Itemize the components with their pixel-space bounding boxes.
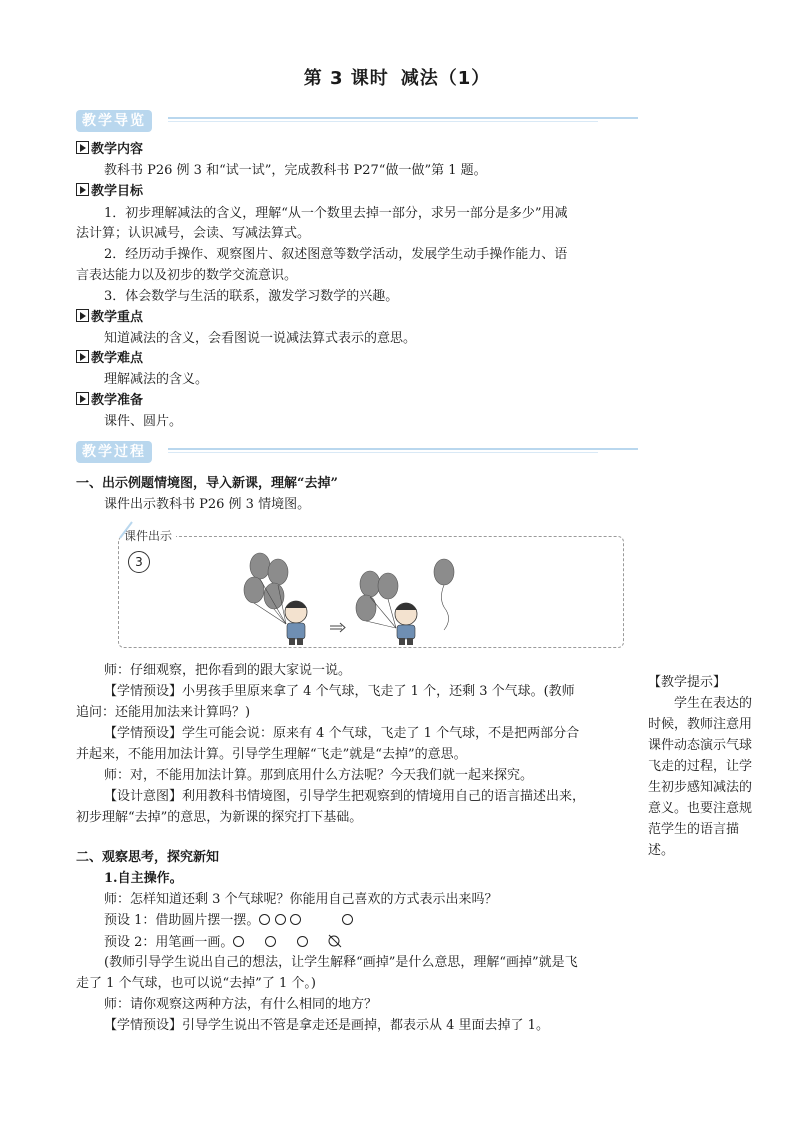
circle-icon	[233, 936, 244, 947]
circle-icon	[265, 936, 276, 947]
part1-heading: 一、出示例题情境图，导入新课，理解“去掉”	[76, 476, 338, 491]
goal-line: 2．经历动手操作、观察图片、叙述图意等数学活动，发展学生动手操作能力、语	[104, 247, 568, 262]
preset-line: 追问：还能用加法来计算吗？)	[76, 705, 251, 720]
heading-content: 教学内容	[76, 140, 143, 160]
teacher-line: 师：仔细观察，把你看到的跟大家说一说。	[104, 663, 352, 678]
banner-label: 教学过程	[76, 441, 152, 463]
difficulty-text: 理解减法的含义。	[104, 372, 209, 387]
goal-line: 1．初步理解减法的含义，理解“从一个数里去掉一部分，求另一部分是多少”用减	[104, 206, 568, 221]
play-box-icon	[76, 183, 89, 196]
part2-subheading: 1.自主操作。	[104, 871, 183, 886]
play-box-icon	[76, 141, 89, 154]
preset-line: 【学情预设】学生可能会说：原来有 4 个气球，飞走了 1 个气球，不是把两部分合	[104, 726, 580, 741]
circle-icon	[342, 914, 353, 925]
lesson-topic: 减法（1）	[400, 68, 491, 89]
page-title	[0, 64, 794, 90]
heading-prep: 教学准备	[76, 391, 143, 411]
key-point-text: 知道减法的含义，会看图说一说减法算式表示的意思。	[104, 331, 417, 346]
part2-heading: 二、观察思考，探究新知	[76, 850, 220, 865]
figure-tab-slash	[118, 520, 142, 540]
heading-key-point: 教学重点	[76, 308, 143, 328]
teacher-line: 师：对，不能用加法计算。那到底用什么方法呢？今天我们就一起来探究。	[104, 768, 534, 783]
banner-line	[168, 121, 598, 122]
design-intent-line: 初步理解“去掉”的意思，为新课的探究打下基础。	[76, 810, 363, 825]
preset-line: 【学情预设】引导学生说出不管是拿走还是画掉，都表示从 4 里面去掉了 1。	[104, 1018, 549, 1033]
teacher-note-line: 走了 1 个气球，也可以说“去掉”了 1 个。)	[76, 976, 316, 991]
teacher-line: 师：请你观察这两种方法，有什么相同的地方？	[104, 997, 378, 1012]
balloon-boy-illustration	[230, 550, 470, 646]
circle-icon	[275, 914, 286, 925]
banner-label: 教学导览	[76, 110, 152, 132]
preset-1-line: 预设 1：借助圆片摆一摆。	[104, 911, 353, 931]
section-banner-guide	[76, 110, 638, 136]
goal-line: 法计算；认识减号，会读、写减法算式。	[76, 226, 311, 241]
preset-line: 【学情预设】小男孩手里原来拿了 4 个气球，飞走了 1 个，还剩 3 个气球。(教师	[104, 684, 575, 699]
content-text: 教科书 P26 例 3 和“试一试”，完成教科书 P27“做一做”第 1 题。	[104, 163, 487, 178]
goal-line: 3．体会数学与生活的联系，激发学习数学的兴趣。	[104, 289, 399, 304]
preset-2-line: 预设 2：用笔画一画。	[104, 932, 342, 953]
part1-intro: 课件出示教科书 P26 例 3 情境图。	[104, 497, 311, 512]
example-number: 3	[128, 551, 150, 573]
circle-icon	[259, 914, 270, 925]
crossed-circle-icon	[328, 934, 342, 948]
play-box-icon	[76, 392, 89, 405]
play-box-icon	[76, 309, 89, 322]
figure-tab-label: 课件出示	[120, 527, 176, 544]
preset-line: 并起来，不能用加法计算。引导学生理解“飞走”就是“去掉”的意思。	[76, 747, 467, 762]
lesson-number: 第 3 课时	[303, 68, 389, 89]
design-intent-line: 【设计意图】利用教科书情境图，引导学生把观察到的情境用自己的语言描述出来，	[104, 789, 586, 804]
circle-icon	[290, 914, 301, 925]
tip-body: 学生在表达的时候，教师注意用课件动态演示气球飞走的过程，让学生初步感知减法的意义。也要注意规范学生的语言描述。	[648, 696, 753, 858]
play-box-icon	[76, 350, 89, 363]
circle-icon	[297, 936, 308, 947]
banner-line	[168, 452, 598, 453]
teacher-line: 师：怎样知道还剩 3 个气球呢？你能用自己喜欢的方式表示出来吗？	[104, 892, 498, 907]
section-banner-process	[76, 441, 638, 467]
goal-line: 言表达能力以及初步的数学交流意识。	[76, 268, 298, 283]
heading-goals: 教学目标	[76, 182, 143, 202]
banner-line	[168, 117, 638, 119]
heading-difficulty: 教学难点	[76, 349, 143, 369]
tip-title: 【教学提示】	[648, 675, 727, 690]
prep-text: 课件、圆片。	[104, 414, 183, 429]
banner-line	[168, 448, 638, 450]
teacher-note-line: (教师引导学生说出自己的想法，让学生解释“画掉”是什么意思，理解“画掉”就是飞	[104, 955, 578, 970]
